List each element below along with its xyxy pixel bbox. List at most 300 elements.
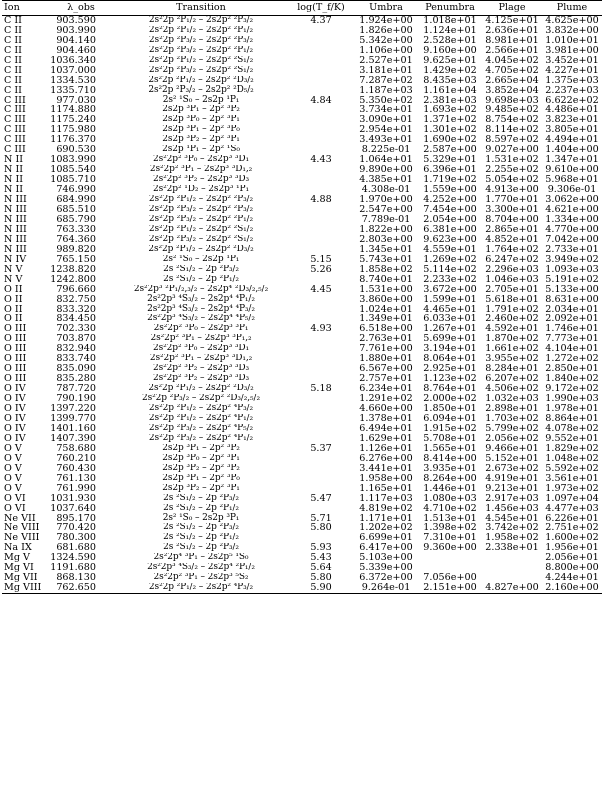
cell-plage: 2.705e+01 — [485, 284, 539, 295]
cell-plage: 3.955e+02 — [485, 354, 539, 365]
table-row — [2, 523, 602, 533]
cell-plume: 9.306e-01 — [547, 185, 597, 195]
cell-plage: 2.898e+01 — [485, 403, 539, 414]
cell-penumbra: 1.429e+02 — [423, 65, 477, 76]
table-row — [2, 454, 602, 464]
cell-ion: C II — [4, 65, 22, 76]
cell-plume: 2.034e+01 — [545, 304, 599, 315]
cell-plume: 7.042e+00 — [545, 234, 599, 245]
cell-ion: O IV — [4, 384, 26, 395]
cell-lambda: 690.530 — [56, 145, 96, 156]
cell-ion: C III — [4, 115, 26, 126]
cell-penumbra: 7.310e+01 — [423, 533, 477, 544]
cell-plume: 9.610e+00 — [545, 165, 599, 176]
cell-plage: 2.296e+03 — [485, 264, 539, 275]
cell-transition: 2s ²S₁/₂ – 2p ²P₁/₂ — [163, 503, 239, 513]
table-row — [2, 434, 602, 444]
table-row — [2, 304, 602, 314]
cell-transition: 2s²2p² ³P₁ – 2s2p³ ³P₁,₂ — [150, 334, 252, 344]
cell-umbra: 1.822e+00 — [359, 224, 413, 235]
cell-transition: 2s2p ³P₀ – 2p² ³P₁ — [162, 453, 240, 463]
cell-lambda: 685.510 — [56, 204, 96, 215]
cell-ion: N II — [4, 185, 24, 195]
cell-transition: 2s²2p ²P₃/₂ – 2s2p² ²P₃/₂ — [148, 35, 254, 45]
cell-plume: 1.010e+01 — [545, 35, 599, 46]
cell-umbra: 2.757e+01 — [359, 374, 413, 385]
cell-umbra: 4.385e+01 — [359, 175, 413, 185]
cell-ion: O V — [4, 453, 22, 464]
cell-umbra: 6.417e+00 — [359, 543, 413, 554]
cell-transition: 2s² ¹S₀ – 2s2p ¹P₁ — [162, 254, 240, 264]
cell-transition: 2s²2p² ³P₂ – 2s2p³ ³D₃ — [153, 364, 249, 374]
cell-lambda: 895.170 — [56, 513, 96, 524]
table-row — [2, 135, 602, 145]
cell-ion: N II — [4, 175, 24, 185]
cell-lambda: 1238.820 — [50, 264, 96, 275]
cell-plume: 3.452e+01 — [545, 55, 599, 66]
table-row — [2, 255, 602, 265]
cell-umbra: 4.819e+02 — [359, 503, 413, 514]
cell-ion: C II — [4, 75, 22, 86]
cell-penumbra — [418, 563, 482, 573]
cell-umbra: 5.743e+01 — [359, 254, 413, 265]
cell-ion: Na IX — [4, 543, 32, 554]
cell-plume: 5.592e+02 — [545, 463, 599, 474]
table-row — [2, 175, 602, 185]
cell-umbra: 1.064e+01 — [359, 155, 413, 166]
cell-ion: Mg VIII — [2, 583, 48, 593]
cell-lambda: 790.190 — [56, 394, 96, 404]
table-row — [2, 553, 602, 563]
cell-penumbra: 3.935e+01 — [423, 463, 477, 474]
cell-plage: 8.704e+00 — [485, 214, 539, 225]
table-row — [2, 494, 602, 504]
cell-plage: 5.054e+02 — [485, 175, 539, 185]
cell-umbra: 1.126e+01 — [359, 443, 413, 454]
cell-ion: N II — [4, 165, 24, 176]
cell-lambda: 1401.160 — [50, 423, 96, 434]
table-row — [2, 105, 602, 115]
cell-penumbra: 6.033e+01 — [423, 314, 477, 325]
header-logt: log(T_f/K) — [288, 1, 354, 16]
cell-ion: C II — [4, 15, 22, 26]
cell-plume: 4.621e+00 — [545, 204, 599, 215]
cell-transition: 2s²2p ²P₃/₂ – 2s2p² ²P₃/₂ — [148, 204, 254, 214]
cell-plage: 8.981e+01 — [485, 35, 539, 46]
cell-lambda: 832.750 — [56, 294, 96, 305]
cell-plume: 1.347e+01 — [545, 155, 599, 166]
cell-umbra: 1.187e+03 — [359, 85, 413, 96]
table-header — [2, 1, 602, 16]
table-row — [2, 294, 602, 304]
cell-penumbra: 2.054e+00 — [423, 214, 477, 225]
cell-umbra: 2.763e+01 — [359, 334, 413, 345]
cell-lambda: 765.150 — [56, 254, 96, 265]
cell-plume: 5.133e+00 — [545, 284, 599, 295]
cell-plume: 1.840e+02 — [545, 374, 599, 385]
cell-plage: 6.207e+02 — [485, 374, 539, 385]
table-row — [2, 125, 602, 135]
table-row — [2, 275, 602, 285]
cell-plume: 6.226e+01 — [545, 513, 599, 524]
table-row — [2, 354, 602, 364]
cell-penumbra: 1.513e+01 — [423, 513, 477, 524]
table-row — [2, 245, 602, 255]
cell-ion: O III — [4, 374, 27, 385]
cell-transition: 2s2p ¹P₁ – 2p² ¹S₀ — [162, 145, 240, 155]
cell-umbra: 1.970e+00 — [359, 194, 413, 205]
cell-plage: 4.705e+02 — [485, 65, 539, 76]
cell-logt — [288, 215, 354, 225]
cell-plume: 3.561e+01 — [545, 473, 599, 484]
cell-umbra: 1.165e+01 — [359, 483, 413, 494]
cell-plage: 1.958e+02 — [485, 533, 539, 544]
cell-logt: 5.80 — [310, 523, 332, 534]
cell-lambda: 868.130 — [56, 573, 96, 584]
cell-logt: 4.45 — [310, 284, 332, 295]
cell-ion: Ne VIII — [4, 533, 40, 544]
cell-transition: 2s²2p ²P₁/₂ – 2s2p² ²P₃/₂ — [148, 15, 254, 25]
cell-lambda: 1083.990 — [50, 155, 96, 166]
cell-plage: 1.032e+03 — [485, 394, 539, 404]
cell-logt: 5.18 — [310, 384, 332, 395]
cell-logt — [288, 36, 354, 46]
table-row — [2, 155, 602, 165]
cell-logt: 5.15 — [310, 254, 332, 265]
cell-transition: 2s2p ³P₁ – 2p² ³P₂ — [162, 443, 240, 453]
table-row — [2, 265, 602, 275]
cell-penumbra: 9.360e+00 — [423, 543, 477, 554]
cell-umbra: 8.740e+01 — [359, 274, 413, 285]
cell-umbra: 6.518e+00 — [359, 324, 413, 335]
cell-umbra: 5.339e+00 — [359, 563, 413, 574]
cell-lambda: 1174.880 — [50, 105, 96, 116]
cell-transition: 2s²2p⁴ ³P₁ – 2s2p⁵ ¹S₀ — [153, 553, 249, 563]
cell-logt: 5.26 — [310, 264, 332, 275]
cell-penumbra: 1.719e+02 — [423, 175, 477, 185]
cell-ion: N III — [4, 224, 27, 235]
cell-plume: 2.733e+01 — [545, 244, 599, 255]
cell-umbra: 6.567e+00 — [359, 364, 413, 375]
cell-lambda: 1037.000 — [50, 65, 96, 76]
header-plage: Plage — [482, 1, 542, 16]
cell-logt: 5.71 — [310, 513, 332, 524]
cell-logt — [288, 66, 354, 76]
cell-transition: 2s²2p² ³P₁ – 2s2p³ ⁵S₂ — [153, 573, 249, 583]
cell-plume: 9.552e+01 — [545, 433, 599, 444]
table-row — [2, 414, 602, 424]
cell-plume: 7.773e+01 — [545, 334, 599, 345]
cell-logt — [288, 46, 354, 56]
cell-ion: O II — [4, 304, 23, 315]
cell-umbra: 3.860e+00 — [359, 294, 413, 305]
cell-lambda: 702.330 — [56, 324, 96, 335]
cell-ion: N IV — [4, 254, 27, 265]
cell-plume: 3.949e+02 — [545, 254, 599, 265]
header-lambda: λ_obs — [48, 1, 114, 16]
cell-ion: Mg V — [4, 553, 30, 564]
table-row — [2, 583, 602, 593]
cell-penumbra: 5.114e+02 — [423, 264, 477, 275]
cell-transition: 2s²2p ²P₁/₂ – 2s2p² ²D₃/₂ — [148, 244, 254, 254]
cell-ion: N II — [4, 155, 24, 166]
cell-plume: 4.104e+01 — [545, 344, 599, 355]
cell-umbra: 6.276e+00 — [359, 453, 413, 464]
cell-penumbra: 1.915e+02 — [423, 423, 477, 434]
cell-logt: 4.93 — [310, 324, 332, 335]
cell-transition: 2s²2p² ³P₂ – 2s2p³ ³D₃ — [153, 374, 249, 384]
cell-plume: 8.800e+00 — [545, 563, 599, 574]
cell-ion: C II — [4, 35, 22, 46]
table-row — [2, 543, 602, 553]
cell-umbra: 3.181e+01 — [359, 65, 413, 76]
cell-plume: 1.746e+01 — [545, 324, 599, 335]
table-row — [2, 66, 602, 76]
table-row — [2, 424, 602, 434]
cell-plage — [482, 573, 542, 583]
cell-plume: 1.600e+02 — [545, 533, 599, 544]
cell-umbra: 1.345e+01 — [359, 244, 413, 255]
cell-lambda: 703.870 — [56, 334, 96, 345]
cell-transition: 2s ²S₁/₂ – 2p ²P₁/₂ — [163, 274, 239, 284]
cell-transition: 2s2p ³P₂ – 2p² ³P₁ — [162, 483, 240, 493]
cell-penumbra: 9.160e+00 — [423, 45, 477, 56]
cell-transition: 2s²2p³ ⁴S₃/₂ – 2s2p⁴ ⁴P₅/₂ — [147, 314, 255, 324]
cell-logt: 5.47 — [310, 493, 332, 504]
table-row — [2, 563, 602, 573]
cell-logt — [288, 185, 354, 195]
header-umbra: Umbra — [354, 1, 418, 16]
cell-transition: 2s2p ³P₀ – 2p² ³P₁ — [162, 115, 240, 125]
cell-umbra: 5.350e+02 — [359, 95, 413, 106]
cell-umbra: 6.234e+01 — [359, 384, 413, 395]
cell-umbra: 4.660e+00 — [359, 403, 413, 414]
table-row — [2, 444, 602, 454]
cell-ion: O IV — [4, 413, 26, 424]
cell-plume: 1.093e+03 — [545, 264, 599, 275]
table-row — [2, 384, 602, 394]
cell-umbra: 7.287e+02 — [359, 75, 413, 86]
cell-plage: 5.618e+01 — [485, 294, 539, 305]
cell-penumbra: 6.381e+00 — [423, 224, 477, 235]
cell-logt — [288, 344, 354, 354]
cell-logt — [288, 76, 354, 86]
cell-penumbra: 1.371e+02 — [423, 115, 477, 126]
cell-plume: 3.823e+01 — [545, 115, 599, 126]
cell-logt — [288, 374, 354, 384]
table-row — [2, 394, 602, 404]
cell-logt — [288, 304, 354, 314]
cell-logt — [288, 175, 354, 185]
cell-plage: 1.531e+02 — [485, 155, 539, 166]
cell-transition: 2s²2p³ ⁴S₃/₂ – 2s2p⁴ ⁴P₃/₂ — [147, 304, 255, 314]
cell-logt — [288, 165, 354, 175]
cell-plage: 2.460e+02 — [485, 314, 539, 325]
table-row — [2, 374, 602, 384]
cell-lambda: 904.140 — [56, 35, 96, 46]
cell-lambda: 1191.680 — [50, 563, 96, 574]
cell-plage: 1.046e+03 — [485, 274, 539, 285]
cell-ion: Mg VI — [4, 563, 34, 574]
cell-logt — [288, 474, 354, 484]
cell-penumbra: 1.301e+02 — [423, 125, 477, 136]
cell-ion: C II — [4, 85, 22, 96]
cell-umbra: 1.349e+01 — [359, 314, 413, 325]
cell-lambda: 1335.710 — [50, 85, 96, 96]
cell-logt — [288, 464, 354, 474]
cell-logt — [288, 56, 354, 66]
cell-umbra: 6.494e+01 — [359, 423, 413, 434]
cell-penumbra: 1.559e+00 — [423, 185, 477, 195]
cell-ion: C II — [4, 25, 22, 36]
cell-logt — [288, 225, 354, 235]
cell-logt: 5.37 — [310, 443, 332, 454]
cell-ion: O IV — [4, 403, 26, 414]
cell-lambda: 833.320 — [56, 304, 96, 315]
cell-transition: 2s ²S₁/₂ – 2p ²P₃/₂ — [163, 264, 239, 274]
cell-ion: Mg VII — [4, 573, 38, 584]
cell-lambda: 762.650 — [48, 583, 114, 593]
cell-transition: 2s ²S₁/₂ – 2p ²P₁/₂ — [163, 533, 239, 543]
cell-logt — [288, 504, 354, 514]
cell-plage: 3.742e+02 — [485, 523, 539, 534]
cell-plage: 8.114e+02 — [485, 125, 539, 136]
cell-ion: Ne VII — [4, 513, 36, 524]
cell-transition: 2s²2p ²P₁/₂ – 2s2p² ²S₁/₂ — [148, 55, 254, 65]
cell-ion: N V — [4, 274, 23, 285]
cell-plume: 2.237e+03 — [545, 85, 599, 96]
cell-plage: 3.300e+01 — [485, 204, 539, 215]
cell-penumbra: 5.329e+01 — [423, 155, 477, 166]
cell-penumbra: 9.623e+00 — [423, 234, 477, 245]
cell-transition: 2s²2p ²P₃/₂ – 2s2p² ²D₃/₂,₅/₂ — [141, 394, 261, 404]
cell-ion: O II — [4, 284, 23, 295]
cell-penumbra: 1.123e+02 — [423, 374, 477, 385]
cell-plume: 3.981e+00 — [545, 45, 599, 56]
cell-plume: 4.244e+01 — [545, 573, 599, 584]
cell-penumbra: 5.699e+01 — [423, 334, 477, 345]
cell-logt — [288, 394, 354, 404]
cell-plume: 4.486e+01 — [545, 105, 599, 116]
cell-lambda: 1031.930 — [50, 493, 96, 504]
cell-transition: 2s²2p ²P₃/₂ – 2s2p² ²S₁/₂ — [148, 65, 254, 75]
cell-transition: 2s²2p ²P₁/₂ – 2s2p² ⁴P₁/₂ — [148, 413, 254, 423]
cell-penumbra: 2.151e+00 — [418, 583, 482, 593]
cell-umbra: 6.699e+01 — [359, 533, 413, 544]
cell-ion: O III — [4, 354, 27, 365]
cell-transition: 2s ²S₁/₂ – 2p ²P₃/₂ — [163, 493, 239, 503]
cell-logt — [288, 424, 354, 434]
cell-transition: 2s ²S₁/₂ – 2p ²P₃/₂ — [163, 523, 239, 533]
cell-plume: 4.625e+00 — [545, 15, 599, 26]
cell-umbra: 1.826e+00 — [359, 25, 413, 36]
cell-plage: 2.566e+01 — [485, 45, 539, 56]
cell-umbra: 1.629e+01 — [359, 433, 413, 444]
cell-ion: O III — [4, 344, 27, 355]
cell-lambda: 685.790 — [56, 214, 96, 225]
cell-umbra: 4.308e-01 — [361, 185, 411, 195]
cell-penumbra: 8.764e+01 — [423, 384, 477, 395]
cell-umbra: 2.803e+00 — [359, 234, 413, 245]
cell-plume: 1.956e+01 — [545, 543, 599, 554]
header-penumbra: Penumbra — [418, 1, 482, 16]
cell-transition: 2s²2p ²P₁/₂ – 2s2p² ⁴P₃/₂ — [114, 583, 288, 593]
table-row — [2, 314, 602, 324]
cell-umbra: 1.024e+01 — [359, 304, 413, 315]
cell-transition: 2s²2p ²P₁/₂ – 2s2p² ²P₁/₂ — [148, 25, 254, 35]
cell-transition: 2s ²S₁/₂ – 2p ²P₃/₂ — [163, 543, 239, 553]
cell-ion: O VI — [4, 503, 26, 514]
cell-umbra: 1.202e+02 — [359, 523, 413, 534]
table-row — [2, 225, 602, 235]
cell-transition: 2s²2p² ³P₁ – 2s2p³ ³D₁,₂ — [149, 354, 253, 364]
cell-logt — [288, 414, 354, 424]
cell-plage: 1.791e+02 — [485, 304, 539, 315]
cell-plage — [482, 563, 542, 573]
cell-logt — [288, 85, 354, 95]
cell-penumbra: 2.233e+02 — [423, 274, 477, 285]
cell-umbra: 9.264e-01 — [354, 583, 418, 593]
cell-logt: 5.90 — [288, 583, 354, 593]
cell-plage: 4.827e+00 — [482, 583, 542, 593]
cell-plume: 2.751e+02 — [545, 523, 599, 534]
cell-ion: C III — [4, 135, 26, 146]
cell-plume: 1.978e+01 — [545, 403, 599, 414]
cell-plume: 1.990e+03 — [545, 394, 599, 404]
cell-umbra: 1.958e+00 — [359, 473, 413, 484]
cell-logt — [288, 533, 354, 543]
cell-transition: 2s2p ³P₁ – 2p² ³P₂ — [162, 105, 240, 115]
cell-ion: N III — [4, 204, 27, 215]
cell-plage: 4.919e+01 — [485, 473, 539, 484]
cell-penumbra: 1.124e+01 — [423, 25, 477, 36]
cell-ion: N III — [4, 234, 27, 245]
cell-transition: 2s²2p ²P₁/₂ – 2s2p² ²P₃/₂ — [148, 194, 254, 205]
table-row — [2, 364, 602, 374]
cell-umbra: 6.372e+00 — [359, 573, 413, 584]
cell-penumbra: 4.252e+00 — [423, 194, 477, 205]
cell-lambda: 1397.220 — [50, 403, 96, 414]
cell-penumbra: 1.565e+01 — [423, 443, 477, 454]
cell-plume: 8.864e+01 — [545, 413, 599, 424]
cell-plage: 3.852e+04 — [485, 85, 539, 96]
cell-umbra: 2.954e+01 — [359, 125, 413, 136]
cell-ion: C III — [4, 105, 26, 116]
table-row — [2, 285, 602, 295]
cell-ion: O V — [4, 443, 22, 454]
header-plume: Plume — [542, 1, 602, 16]
cell-logt — [288, 364, 354, 374]
cell-umbra: 1.291e+02 — [359, 394, 413, 404]
cell-plume: 1.272e+02 — [545, 354, 599, 365]
table-row — [2, 26, 602, 36]
cell-penumbra: 1.267e+01 — [423, 324, 477, 335]
table-row — [2, 513, 602, 523]
cell-umbra: 5.342e+00 — [359, 35, 413, 46]
cell-transition: 2s²2p³ ⁴S₃/₂ – 2s2p⁴ ²P₁/₂ — [147, 563, 255, 573]
cell-umbra: 3.493e+01 — [359, 135, 413, 146]
cell-lambda: 787.720 — [56, 384, 96, 395]
cell-transition: 2s²2p ²P₃/₂ – 2s2p² ²S₁/₂ — [148, 234, 254, 244]
cell-plage: 1.703e+02 — [485, 413, 539, 424]
cell-lambda: 746.990 — [56, 185, 96, 195]
cell-lambda: 903.590 — [56, 15, 96, 26]
cell-plage: 4.545e+01 — [485, 513, 539, 524]
cell-plume: 2.160e+00 — [542, 583, 602, 593]
cell-plage: 2.865e+01 — [485, 224, 539, 235]
cell-ion: C III — [4, 125, 26, 136]
cell-logt — [288, 354, 354, 364]
